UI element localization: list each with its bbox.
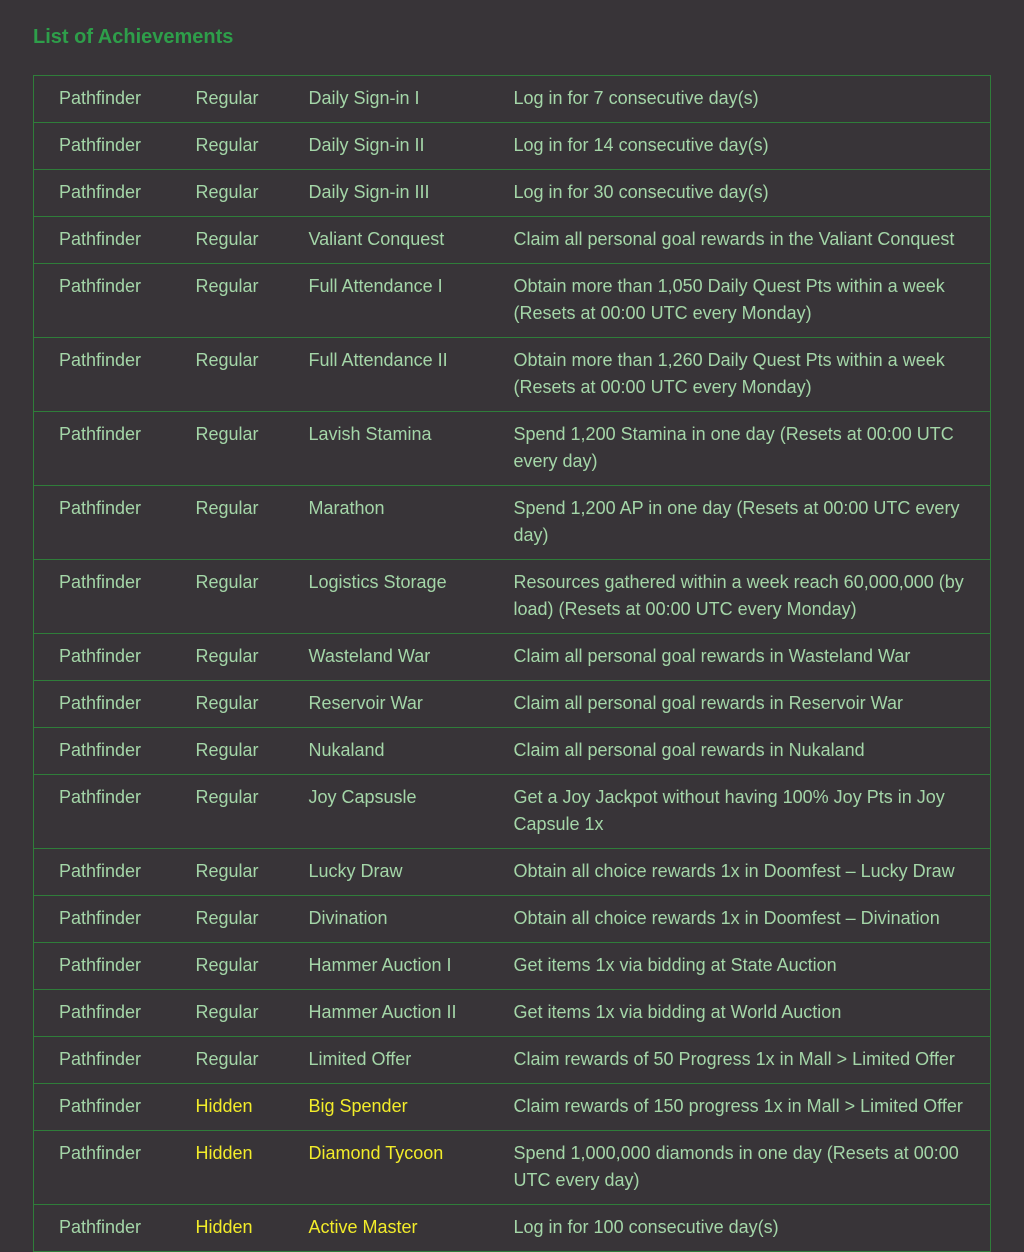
achievement-category-cell: Pathfinder — [34, 1084, 196, 1131]
table-row — [34, 943, 991, 990]
achievement-type-cell: Regular — [196, 990, 309, 1037]
achievement-category-cell: Pathfinder — [34, 896, 196, 943]
achievement-description-cell: Get items 1x via bidding at State Auction — [514, 943, 991, 990]
achievement-description-cell: Log in for 30 consecutive day(s) — [514, 170, 991, 217]
achievement-type-cell: Regular — [196, 728, 309, 775]
table-row — [34, 1205, 991, 1252]
achievement-description-cell: Spend 1,200 AP in one day (Resets at 00:00 UTC every day) — [514, 486, 991, 560]
achievement-name-cell: Hammer Auction I — [309, 943, 514, 990]
achievement-type-cell: Hidden — [196, 1131, 309, 1205]
achievement-name-cell: Valiant Conquest — [309, 217, 514, 264]
achievement-name-cell: Marathon — [309, 486, 514, 560]
table-row — [34, 1131, 991, 1205]
table-row — [34, 1084, 991, 1131]
achievement-category-cell: Pathfinder — [34, 412, 196, 486]
achievement-description-cell: Spend 1,200 Stamina in one day (Resets at 00:00 UTC every day) — [514, 412, 991, 486]
achievement-category-cell: Pathfinder — [34, 560, 196, 634]
achievement-name-cell: Hammer Auction II — [309, 990, 514, 1037]
table-row — [34, 217, 991, 264]
table-row — [34, 681, 991, 728]
achievement-name-cell: Reservoir War — [309, 681, 514, 728]
achievement-type-cell: Regular — [196, 1037, 309, 1084]
achievement-category-cell: Pathfinder — [34, 1205, 196, 1252]
achievement-type-cell: Regular — [196, 412, 309, 486]
achievement-name-cell: Nukaland — [309, 728, 514, 775]
page-title: List of Achievements — [33, 26, 234, 48]
achievement-description-cell: Claim all personal goal rewards in Wasteland War — [514, 634, 991, 681]
achievement-name-cell: Limited Offer — [309, 1037, 514, 1084]
achievement-name-cell: Active Master — [309, 1205, 514, 1252]
achievement-description-cell: Claim rewards of 150 progress 1x in Mall > Limited Offer — [514, 1084, 991, 1131]
achievement-category-cell: Pathfinder — [34, 1131, 196, 1205]
achievement-type-cell: Regular — [196, 560, 309, 634]
table-row — [34, 170, 991, 217]
achievements-table — [33, 75, 991, 1252]
achievement-name-cell: Diamond Tycoon — [309, 1131, 514, 1205]
achievement-category-cell: Pathfinder — [34, 849, 196, 896]
table-row — [34, 264, 991, 338]
achievement-type-cell: Hidden — [196, 1084, 309, 1131]
achievement-name-cell: Joy Capsusle — [309, 775, 514, 849]
achievement-type-cell: Regular — [196, 338, 309, 412]
table-row — [34, 896, 991, 943]
achievement-category-cell: Pathfinder — [34, 170, 196, 217]
achievement-description-cell: Obtain all choice rewards 1x in Doomfest – Lucky Draw — [514, 849, 991, 896]
table-row — [34, 990, 991, 1037]
achievement-type-cell: Regular — [196, 486, 309, 560]
achievements-table-body — [34, 76, 991, 1252]
achievement-category-cell: Pathfinder — [34, 338, 196, 412]
achievement-category-cell: Pathfinder — [34, 990, 196, 1037]
table-row — [34, 123, 991, 170]
table-row — [34, 728, 991, 775]
achievement-category-cell: Pathfinder — [34, 76, 196, 123]
achievement-category-cell: Pathfinder — [34, 728, 196, 775]
achievement-description-cell: Log in for 100 consecutive day(s) — [514, 1205, 991, 1252]
achievement-category-cell: Pathfinder — [34, 264, 196, 338]
achievement-description-cell: Claim all personal goal rewards in Nukaland — [514, 728, 991, 775]
achievement-name-cell: Lavish Stamina — [309, 412, 514, 486]
table-row — [34, 486, 991, 560]
achievement-category-cell: Pathfinder — [34, 681, 196, 728]
achievement-description-cell: Log in for 14 consecutive day(s) — [514, 123, 991, 170]
achievement-description-cell: Resources gathered within a week reach 60,000,000 (by load) (Resets at 00:00 UTC every Monday) — [514, 560, 991, 634]
achievement-category-cell: Pathfinder — [34, 634, 196, 681]
achievement-name-cell: Daily Sign-in III — [309, 170, 514, 217]
table-row — [34, 76, 991, 123]
achievement-name-cell: Divination — [309, 896, 514, 943]
achievement-description-cell: Get a Joy Jackpot without having 100% Joy Pts in Joy Capsule 1x — [514, 775, 991, 849]
achievement-type-cell: Regular — [196, 943, 309, 990]
table-row — [34, 338, 991, 412]
achievement-description-cell: Log in for 7 consecutive day(s) — [514, 76, 991, 123]
achievement-name-cell: Full Attendance I — [309, 264, 514, 338]
table-row — [34, 634, 991, 681]
achievement-description-cell: Obtain all choice rewards 1x in Doomfest – Divination — [514, 896, 991, 943]
achievement-category-cell: Pathfinder — [34, 1037, 196, 1084]
table-row — [34, 849, 991, 896]
achievement-type-cell: Regular — [196, 896, 309, 943]
achievement-name-cell: Full Attendance II — [309, 338, 514, 412]
achievement-description-cell: Obtain more than 1,050 Daily Quest Pts within a week (Resets at 00:00 UTC every Monday) — [514, 264, 991, 338]
achievement-type-cell: Regular — [196, 170, 309, 217]
achievement-name-cell: Daily Sign-in II — [309, 123, 514, 170]
achievement-type-cell: Regular — [196, 681, 309, 728]
achievement-type-cell: Hidden — [196, 1205, 309, 1252]
achievement-category-cell: Pathfinder — [34, 943, 196, 990]
achievement-category-cell: Pathfinder — [34, 775, 196, 849]
table-row — [34, 775, 991, 849]
table-row — [34, 560, 991, 634]
achievement-type-cell: Regular — [196, 634, 309, 681]
achievement-type-cell: Regular — [196, 217, 309, 264]
achievement-name-cell: Big Spender — [309, 1084, 514, 1131]
achievement-name-cell: Wasteland War — [309, 634, 514, 681]
achievement-category-cell: Pathfinder — [34, 486, 196, 560]
achievement-description-cell: Claim rewards of 50 Progress 1x in Mall > Limited Offer — [514, 1037, 991, 1084]
achievement-category-cell: Pathfinder — [34, 123, 196, 170]
achievement-description-cell: Claim all personal goal rewards in Reservoir War — [514, 681, 991, 728]
achievement-type-cell: Regular — [196, 775, 309, 849]
achievement-type-cell: Regular — [196, 123, 309, 170]
achievement-category-cell: Pathfinder — [34, 217, 196, 264]
achievement-name-cell: Daily Sign-in I — [309, 76, 514, 123]
table-row — [34, 1037, 991, 1084]
achievement-description-cell: Obtain more than 1,260 Daily Quest Pts within a week (Resets at 00:00 UTC every Monday) — [514, 338, 991, 412]
achievement-description-cell: Spend 1,000,000 diamonds in one day (Resets at 00:00 UTC every day) — [514, 1131, 991, 1205]
achievement-description-cell: Claim all personal goal rewards in the Valiant Conquest — [514, 217, 991, 264]
achievement-type-cell: Regular — [196, 264, 309, 338]
achievement-description-cell: Get items 1x via bidding at World Auction — [514, 990, 991, 1037]
achievement-name-cell: Logistics Storage — [309, 560, 514, 634]
table-row — [34, 412, 991, 486]
achievement-type-cell: Regular — [196, 849, 309, 896]
achievement-type-cell: Regular — [196, 76, 309, 123]
achievement-name-cell: Lucky Draw — [309, 849, 514, 896]
